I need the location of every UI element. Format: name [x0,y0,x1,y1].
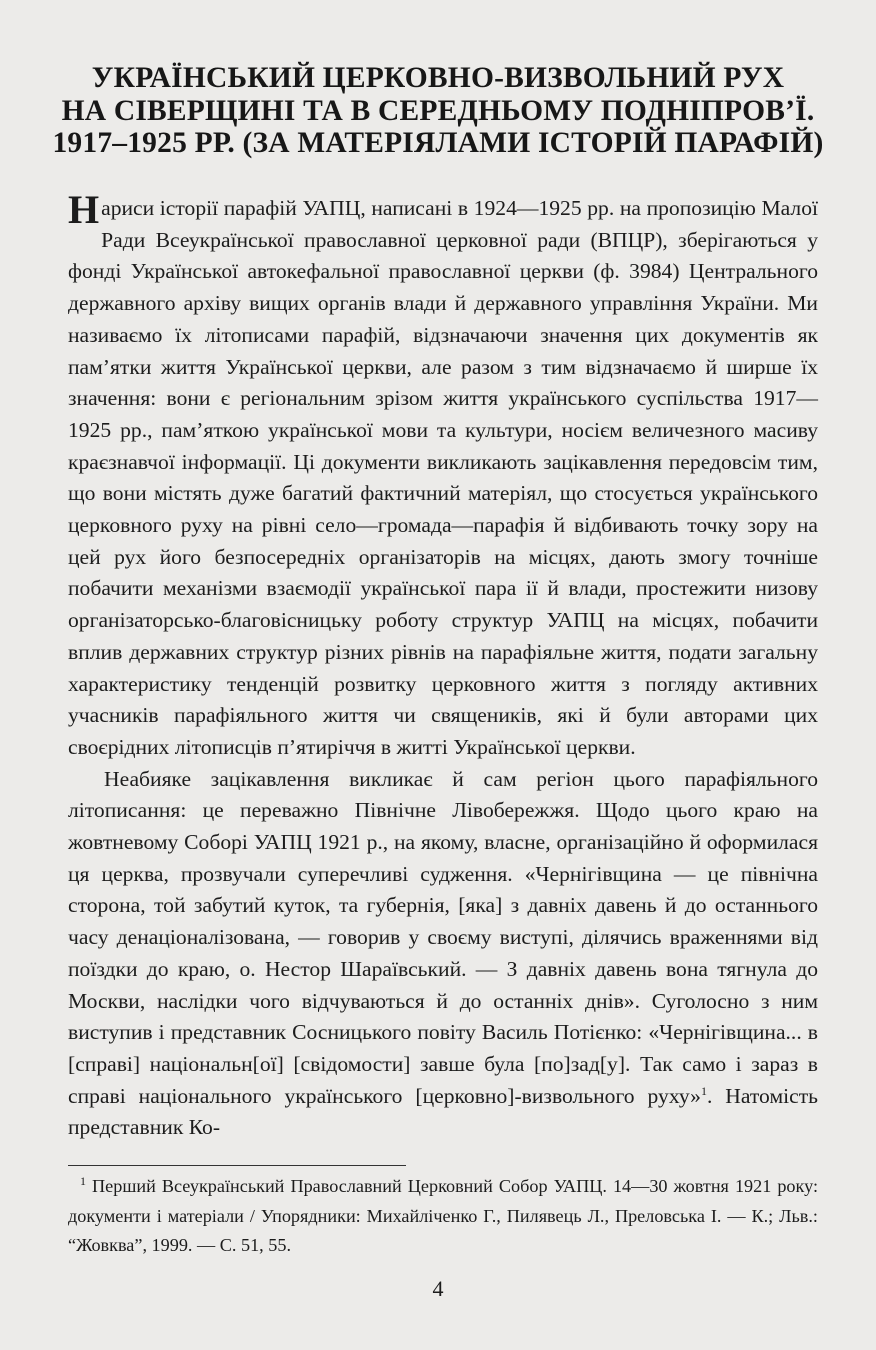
paragraph-1-text: ариси історії парафій УАПЦ, написані в 1924—1925 рр. на пропозицію Малої Ради Всеукраїнської православної церковної ради (ВПЦР), зберігаються у фонді Української автокефальної православної церкви (ф. 3984) Центрального державного архіву вищих органів влади й державного управління України. Ми називаємо їх літописами парафій, відзначаючи значення цих документів як пам’ятки життя Української церкви, але разом з тим відзначаємо й ширше їх значення: вони є регіональним зрізом життя українського суспільства 1917—1925 рр., пам’яткою української мови та культури, носієм величезного масиву краєзнавчої інформації. Ці документи викликають зацікавлення передовсім тим, що вони містять дуже багатий фактичний матеріял, що стосується українського церковного руху на рівні село—громада—парафія й відбивають точку зору на цей рух його безпосередніх організаторів на місцях, дають змогу точніше побачити механізми взаємодії української пара ії й влади, простежити низову організаторсько-благовісницьку роботу структур УАПЦ на місцях, побачити вплив державних структур різних рівнів на парафіяльне життя, подати загальну характеристику тенденцій розвитку церковного життя з погляду активних учасників парафіяльного життя чи священиків, які й були авторами цих своєрідних літописців п’ятиріччя в житті Української церкви. [68,196,818,759]
paragraph-2-text: Неабияке зацікавлення викликає й сам регіон цього парафіяльного літописання: це переважно Північне Лівобережжя. Щодо цього краю на жовтневому Соборі УАПЦ 1921 р., на якому, власне, організаційно й оформилася ця церква, прозвучали суперечливі судження. «Чернігівщина — це північна сторона, той забутий куток, та губернія, [яка] з давніх давень й до останнього часу денаціоналізована, — говорив у своєму виступі, ділячись враженнями від поїздки до краю, о. Нестор Шараївський. — З давніх давень вона тягнула до Москви, наслідки чого відчуваються й до останніх днів». Суголосно з ним виступив і представник Сосницького повіту Василь Потієнко: «Чернігівщина... в [справі] національн[ої] [свідомости] завше була [по]зад[у]. Так само і зараз в справі національного українського [церковно]-визвольного руху» [68,766,818,1108]
footnote-divider [68,1165,406,1166]
footnote [68,1172,818,1261]
article-body [68,187,818,1144]
footnote-mark: 1 [80,1173,86,1188]
article-title [40,62,836,160]
title-line-2: НА СІВЕРЩИНІ ТА В СЕРЕДНЬОМУ ПОДНІПРОВ’Ї. [61,94,815,127]
drop-cap: Н [68,187,100,232]
paragraph-1 [68,187,818,764]
footnote-reference: 1 [700,1083,707,1098]
title-line-1: УКРАЇНСЬКИЙ ЦЕРКОВНО-ВИЗВОЛЬНИЙ РУХ [91,62,785,94]
page-number: 4 [432,1276,444,1301]
title-line-3: 1917–1925 РР. (ЗА МАТЕРІЯЛАМИ ІСТОРІЙ ПАРАФІЙ) [52,127,824,159]
paragraph-2-tail: . Натомість представник Ко- [68,1083,818,1140]
footnote-text: Перший Всеукраїнський Православний Церковний Собор УАПЦ. 14—30 жовтня 1921 року: документи і матеріали / Упорядники: Михайліченко Г., Пилявець Л., Преловська І. — К.; Льв.: “Жовква”, 1999. — С. 51, 55. [68,1176,819,1255]
paragraph-2 [68,764,818,1144]
